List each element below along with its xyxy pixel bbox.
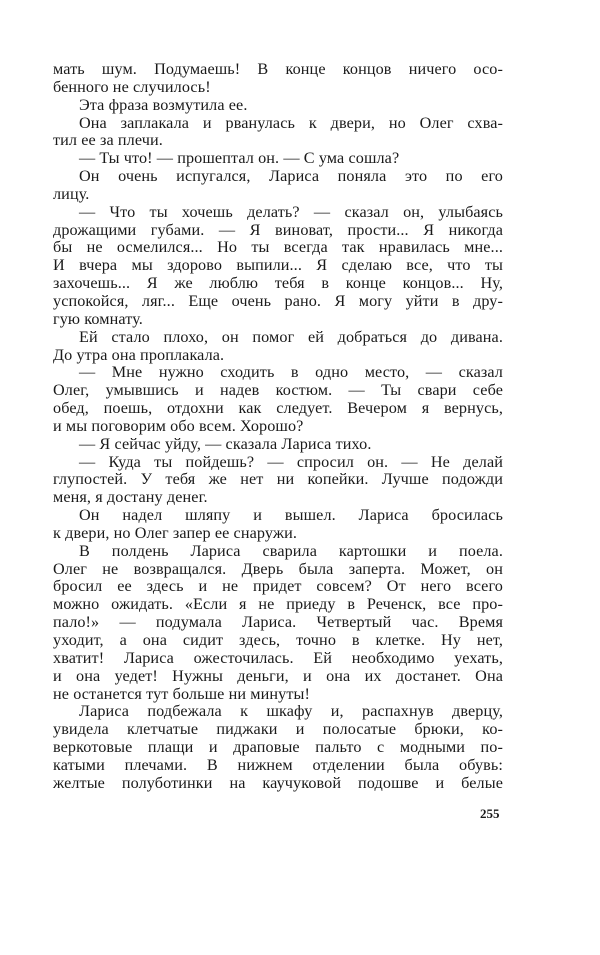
- text-line: Он очень испугался, Лариса поняла это по его: [79, 167, 503, 186]
- text-line: бросил ее здесь и не придет совсем? От него всего: [53, 577, 503, 596]
- text-line: захочешь... Я же люблю тебя в конце концов... Ну,: [53, 274, 503, 293]
- text-line: — Мне нужно сходить в одно место, — сказал: [79, 363, 503, 382]
- text-line: Ей стало плохо, он помог ей добраться до дивана.: [79, 327, 503, 346]
- text-line: — Я сейчас уйду, — сказала Лариса тихо.: [79, 434, 372, 453]
- text-line: и мы поговорим обо всем. Хорошо?: [53, 416, 304, 435]
- text-line: веркотовые плащи и драповые пальто с модными по-: [53, 738, 503, 757]
- text-line: можно ожидать. «Если я не приеду в Реченск, все про-: [53, 595, 503, 614]
- text-line: не останется тут больше ни минуты!: [53, 684, 310, 703]
- page-body-text: [53, 61, 503, 793]
- text-line: дрожащими губами. — Я виноват, прости... Я никогда: [53, 220, 503, 239]
- text-line: До утра она проплакала.: [53, 345, 225, 364]
- text-line: Он надел шляпу и вышел. Лариса бросилась: [79, 506, 503, 525]
- text-line: лицу.: [53, 184, 90, 203]
- text-line: Эта фраза возмутила ее.: [79, 95, 248, 114]
- text-line: пало!» — подумала Лариса. Четвертый час. Время: [53, 613, 503, 632]
- text-line: гую комнату.: [53, 309, 143, 328]
- text-line: к двери, но Олег запер ее снаружи.: [53, 523, 298, 542]
- text-line: Она заплакала и рванулась к двери, но Олег схва-: [79, 113, 503, 132]
- text-line: мать шум. Подумаешь! В конце концов ничего осо-: [53, 60, 503, 78]
- text-line: меня, я достану денег.: [53, 488, 208, 507]
- text-line: успокойся, ляг... Еще очень рано. Я могу уйти в дру-: [53, 291, 503, 310]
- text-line: бенного не случилось!: [53, 77, 211, 96]
- text-line: — Что ты хочешь делать? — сказал он, улыбаясь: [79, 202, 503, 221]
- text-line: И вчера мы здорово выпили... Я сделаю все, что ты: [53, 256, 503, 275]
- text-line: катыми плечами. В нижнем отделении была обувь:: [53, 755, 503, 774]
- text-line: уходит, а она сидит здесь, точно в клетке. Ну нет,: [53, 631, 503, 649]
- page-number: 255: [480, 806, 500, 821]
- text-line: желтые полуботинки на каучуковой подошве и белые: [53, 773, 503, 792]
- text-line: хватит! Лариса ожесточилась. Ей необходимо уехать,: [53, 648, 503, 667]
- text-line: и она уедет! Нужны деньги, и она их достанет. Она: [53, 666, 503, 685]
- text-line: обед, поешь, отдохни как следует. Вечером я вернусь,: [53, 399, 503, 418]
- text-line: увидела клетчатые пиджаки и полосатые брюки, ко-: [53, 720, 503, 739]
- text-line: В полдень Лариса сварила картошки и поела.: [79, 541, 503, 560]
- text-line: глупостей. У тебя же нет ни копейки. Лучше подожди: [53, 470, 503, 489]
- text-line: Олег не возвращался. Дверь была заперта. Может, он: [53, 559, 503, 578]
- text-line: тил ее за плечи.: [53, 131, 163, 150]
- text-line: бы не осмелился... Но ты всегда так нравилась мне...: [53, 238, 503, 257]
- text-line: — Куда ты пойдешь? — спросил он. — Не делай: [79, 452, 503, 471]
- text-line: Олег, умывшись и надев костюм. — Ты свари себе: [53, 381, 503, 400]
- text-line: Лариса подбежала к шкафу и, распахнув дверцу,: [79, 702, 503, 721]
- text-line: — Ты что! — прошептал он. — С ума сошла?: [79, 149, 400, 168]
